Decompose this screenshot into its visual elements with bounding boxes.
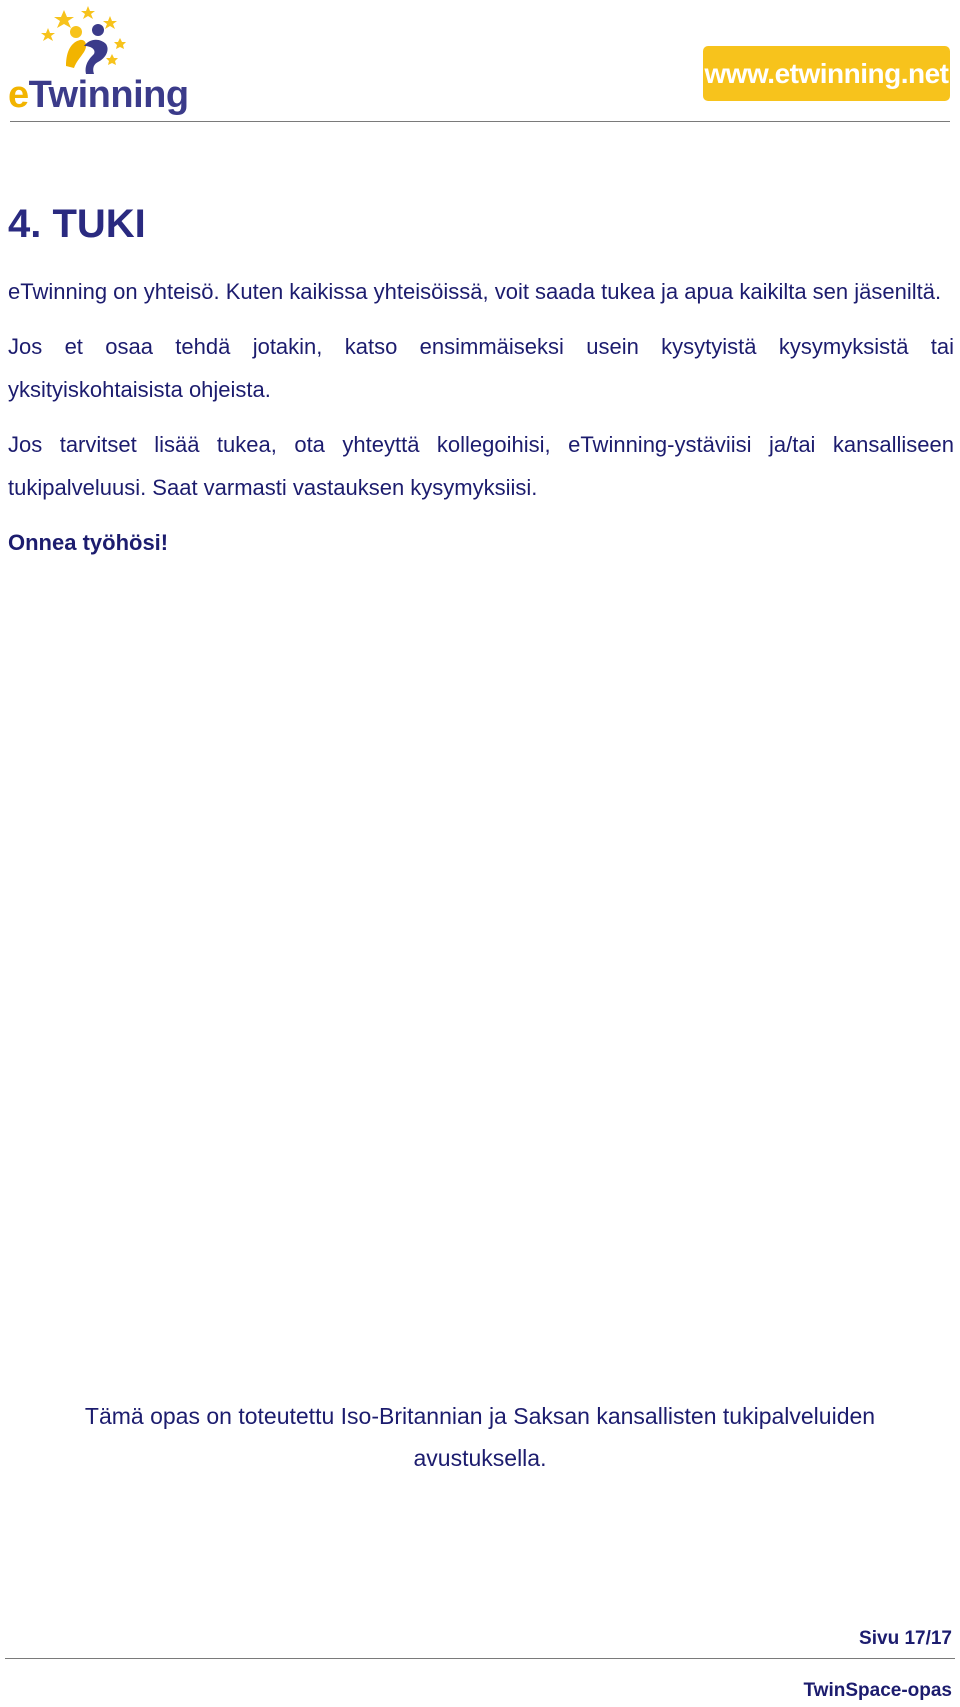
paragraph-community: eTwinning on yhteisö. Kuten kaikissa yhteisöissä, voit saada tukea ja apua kaikilta sen jäseniltä. [8,279,942,304]
section-title: 4. TUKI [8,202,146,246]
etwinning-logo [8,6,189,116]
closing-line: Onnea työhösi! [8,530,169,555]
paragraph-faq: Jos et osaa tehdä jotakin, katso ensimmäiseksi usein kysytyistä kysymyksistä tai yksityiskohtaisista ohjeista. [8,334,954,402]
credits-note: Tämä opas on toteutettu Iso-Britannian ja Saksan kansallisten tukipalveluiden avustuksella. [84,1403,876,1471]
section-body [8,270,954,576]
etwinning-stars-figures-icon [36,6,131,78]
logo-word-twinning: Twinning [28,74,189,116]
etwinning-wordmark [8,72,189,118]
footer-divider [5,1658,955,1659]
page-header [0,0,960,125]
paragraph-support: Jos tarvitset lisää tukea, ota yhteyttä kollegoihisi, eTwinning-ystäviisi ja/tai kansalliseen tukipalveluusi. Saat varmasti vastauksen kysymyksiisi. [8,432,954,500]
website-url-badge: www.etwinning.net [703,46,950,101]
logo-letter-e: e [8,74,29,116]
header-divider [10,121,950,122]
page-number: Sivu 17/17 [859,1628,952,1649]
footer-document-title: TwinSpace-opas [803,1680,952,1701]
